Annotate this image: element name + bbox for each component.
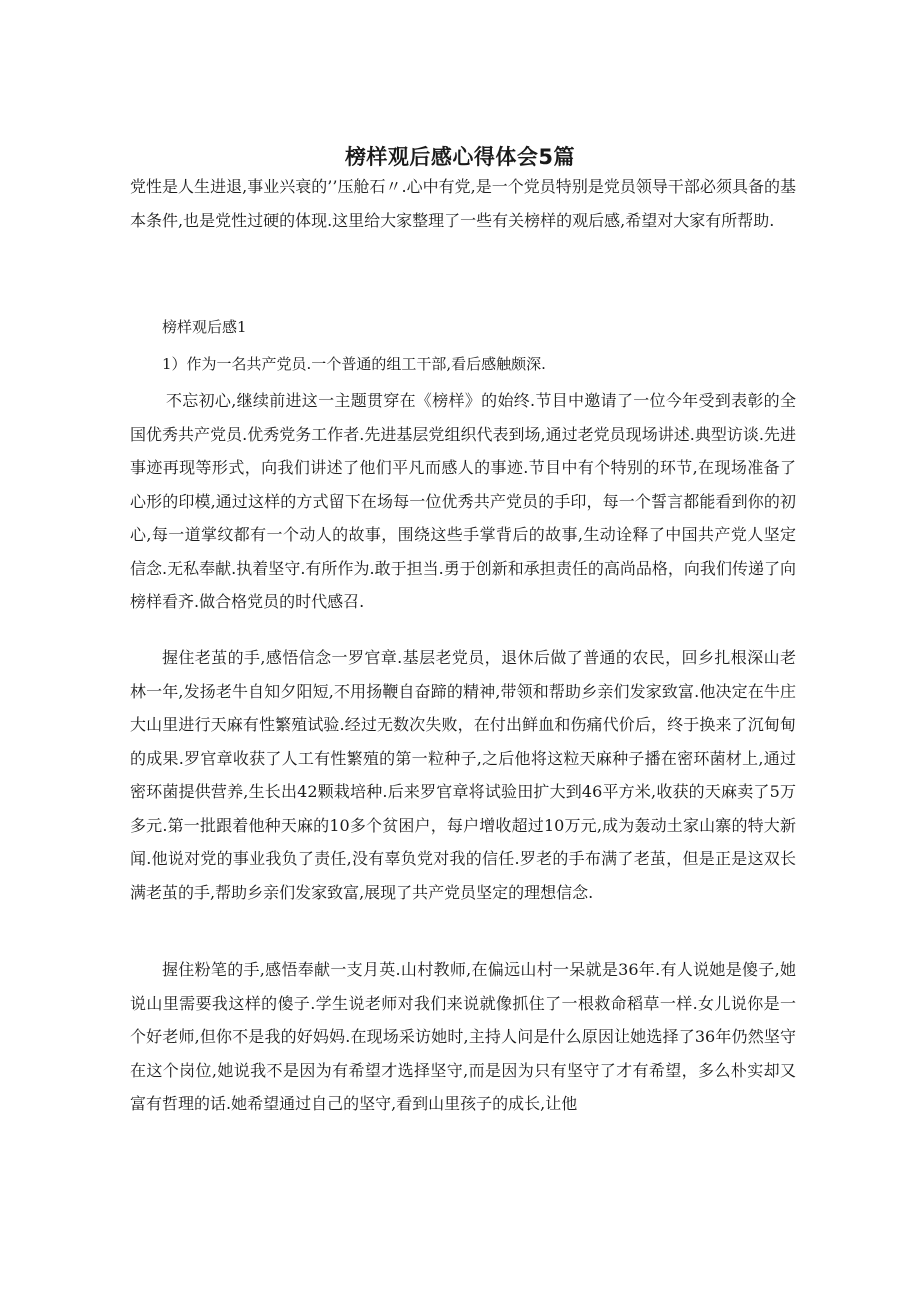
body-paragraph: 握住粉笔的手,感悟奉献一支月英.山村教师,在偏远山村一呆就是36年.有人说她是傻子,她说山里需要我这样的傻子.学生说老师对我们来说就像抓住了一根救命稻草一样.女儿说你是一个好老师,但你不是我的好妈妈.在现场采访她时,主持人问是什么原因让她选择了36年仍然坚守在这个岗位,她说我不是因为有希望才选择坚守,而是因为只有坚守了才有希望，多么朴实却又富有哲理的话.她希望通过自己的坚守,看到山里孩子的成长,让他 xyxy=(130,960,796,1113)
body-paragraph: 握住老茧的手,感悟信念一罗官章.基层老党员，退休后做了普通的农民，回乡扎根深山老林一年,发扬老牛自知夕阳短,不用扬鞭自奋蹄的精神,带领和帮助乡亲们发家致富.他决定在牛庄大山里进行天麻有性繁殖试验.经过无数次失败，在付出鲜血和伤痛代价后，终于换来了沉甸甸的成果.罗官章收获了人工有性繁殖的第一粒种子,之后他将这粒天麻种子播在密环菌材上,通过密环菌提供营养,生长出42颗栽培种.后来罗官章将试验田扩大到46平方米,收获的天麻卖了5万多元.第一批跟着他种天麻的10多个贫困户，每户增收超过10万元,成为轰动土家山寨的特大新闻.他说对党的事业我负了责任,没有辜负党对我的信任.罗老的手布满了老茧，但是正是这双长满老茧的手,帮助乡亲们发家致富,展现了共产党员坚定的理想信念. xyxy=(130,648,796,902)
page-title: 榜样观后感心得体会5篇 xyxy=(344,145,576,170)
section-first-line: 1）作为一名共产党员.一个普通的组工干部,看后感触颇深. xyxy=(162,355,546,373)
section-heading: 榜样观后感1 xyxy=(162,318,247,336)
intro-paragraph: 党性是人生进退,事业兴衰的’’压舱石〃.心中有党,是一个党员特别是党员领导干部必须具备的基本条件,也是党性过硬的体现.这里给大家整理了一些有关榜样的观后感,希望对大家有所帮助. xyxy=(130,177,796,230)
body-paragraph: 不忘初心,继续前进这一主题贯穿在《榜样》的始终.节目中邀请了一位今年受到表彰的全国优秀共产党员.优秀党务工作者.先进基层党组织代表到场,通过老党员现场讲述.典型访谈.先进事迹再现等形式，向我们讲述了他们平凡而感人的事迹.节目中有个特别的环节,在现场准备了心形的印模,通过这样的方式留下在场每一位优秀共产党员的手印，每一个誓言都能看到你的初心,每一道掌纹都有一个动人的故事，围绕这些手掌背后的故事,生动诠释了中国共产党人坚定信念.无私奉献.执着坚守.有所作为.敢于担当.勇于创新和承担责任的高尚品格，向我们传递了向榜样看齐.做合格党员的时代感召. xyxy=(130,391,796,611)
